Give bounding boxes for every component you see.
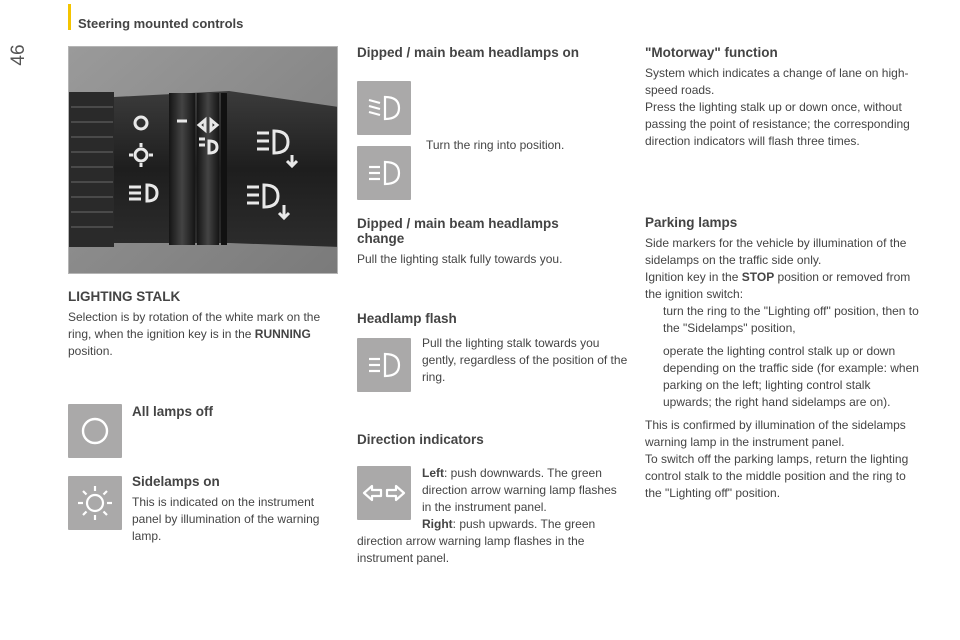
direction-left-desc <box>422 465 628 516</box>
parking-p2 <box>645 269 921 303</box>
parking-p2-tail: position or removed from the ignition switch: <box>645 270 911 301</box>
stalk-photo <box>68 46 338 274</box>
parking-p2-text: Ignition key in the <box>645 270 739 284</box>
parking-bullet-2-text: operate the lighting control stalk up or down depending on the traffic side (for example: when parking on the left; lighting control stalk upwards; the right hand sidelamps are on). <box>663 344 919 409</box>
running-keyword: RUNNING <box>254 327 311 341</box>
section-title: Steering mounted controls <box>78 16 244 31</box>
sidelamp-icon <box>68 476 122 530</box>
right-desc-text: : push upwards. The green direction arrow warning lamp flashes in the instrument panel. <box>357 517 596 565</box>
dipped-main-change-desc: Pull the lighting stalk fully towards you. <box>357 252 563 266</box>
stalk-photo-illustration <box>69 47 338 274</box>
direction-arrows-icon <box>357 466 411 520</box>
parking-bullet-2 <box>645 343 921 411</box>
lighting-stalk-desc <box>68 309 336 360</box>
parking-p4: To switch off the parking lamps, return the lighting control stalk to the middle position and the ring to the "Lighting off" position. <box>645 452 909 500</box>
direction-indicators-title: Direction indicators <box>357 432 484 447</box>
left-keyword: Left <box>422 466 444 480</box>
stop-keyword: STOP <box>741 270 775 284</box>
left-desc-text: : push downwards. The green direction arrow warning lamp flashes in the instrument panel. <box>422 466 617 514</box>
sidelamps-on-title: Sidelamps on <box>132 474 220 489</box>
all-lamps-off-title: All lamps off <box>132 404 214 419</box>
dipped-main-change-title: Dipped / main beam headlamps change <box>357 216 559 246</box>
sidelamps-on-desc: This is indicated on the instrument panel by illumination of the warning lamp. <box>132 495 320 543</box>
motorway-title: "Motorway" function <box>645 45 778 60</box>
dipped-main-title: Dipped / main beam headlamps on <box>357 45 580 60</box>
dipped-beam-icon <box>357 81 411 135</box>
lighting-stalk-desc-text: Selection is by rotation of the white mark on the ring, when the ignition key is in the <box>68 310 321 341</box>
lighting-stalk-title: LIGHTING STALK <box>68 289 181 304</box>
right-keyword: Right <box>422 517 453 531</box>
main-beam-icon <box>357 146 411 200</box>
motorway-p2: Press the lighting stalk up or down once, without passing the point of resistance; the corresponding direction indicators will flash three times. <box>645 100 910 148</box>
circle-icon <box>68 404 122 458</box>
headlamp-flash-desc: Pull the lighting stalk towards you gently, regardless of the position of the ring. <box>422 336 628 384</box>
parking-bullet-1 <box>645 303 921 337</box>
parking-title: Parking lamps <box>645 215 738 230</box>
parking-desc <box>645 235 921 502</box>
page-number: 46 <box>8 44 29 66</box>
motorway-p1: System which indicates a change of lane on high-speed roads. <box>645 66 909 97</box>
dipped-main-desc: Turn the ring into position. <box>426 138 565 152</box>
direction-right-desc <box>357 516 629 567</box>
parking-p1: Side markers for the vehicle by illumination of the sidelamps on the traffic side only. <box>645 236 907 267</box>
headlamp-flash-icon <box>357 338 411 392</box>
section-accent-bar <box>68 4 71 30</box>
headlamp-flash-title: Headlamp flash <box>357 311 457 326</box>
motorway-desc <box>645 65 921 150</box>
parking-bullet-1-text: turn the ring to the "Lighting off" position, then to the "Sidelamps" position, <box>663 304 919 335</box>
lighting-stalk-desc-tail: position. <box>68 344 113 358</box>
parking-p3: This is confirmed by illumination of the sidelamps warning lamp in the instrument panel. <box>645 418 906 449</box>
